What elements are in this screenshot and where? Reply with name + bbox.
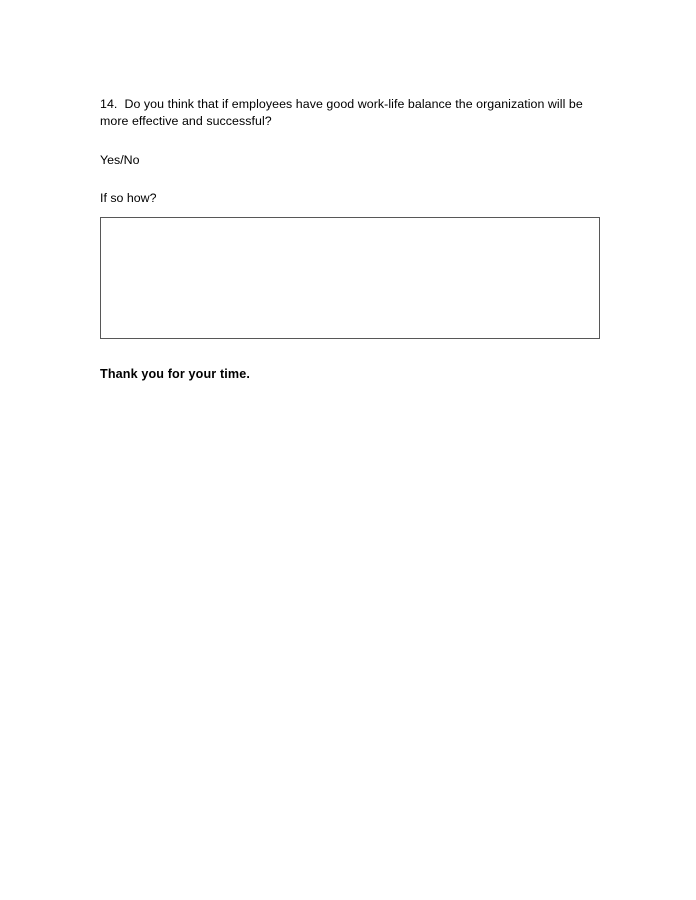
question-number: 14. [100, 97, 118, 111]
followup-label: If so how? [100, 191, 157, 206]
question-body: Do you think that if employees have good work-life balance the organization will be more effective and successful? [100, 97, 583, 128]
answer-textbox[interactable] [100, 217, 600, 339]
answer-input[interactable] [101, 218, 599, 338]
yes-no-label: Yes/No [100, 153, 140, 168]
question-text [100, 96, 602, 129]
question-block [100, 96, 602, 339]
closing-note: Thank you for your time. [100, 367, 250, 381]
